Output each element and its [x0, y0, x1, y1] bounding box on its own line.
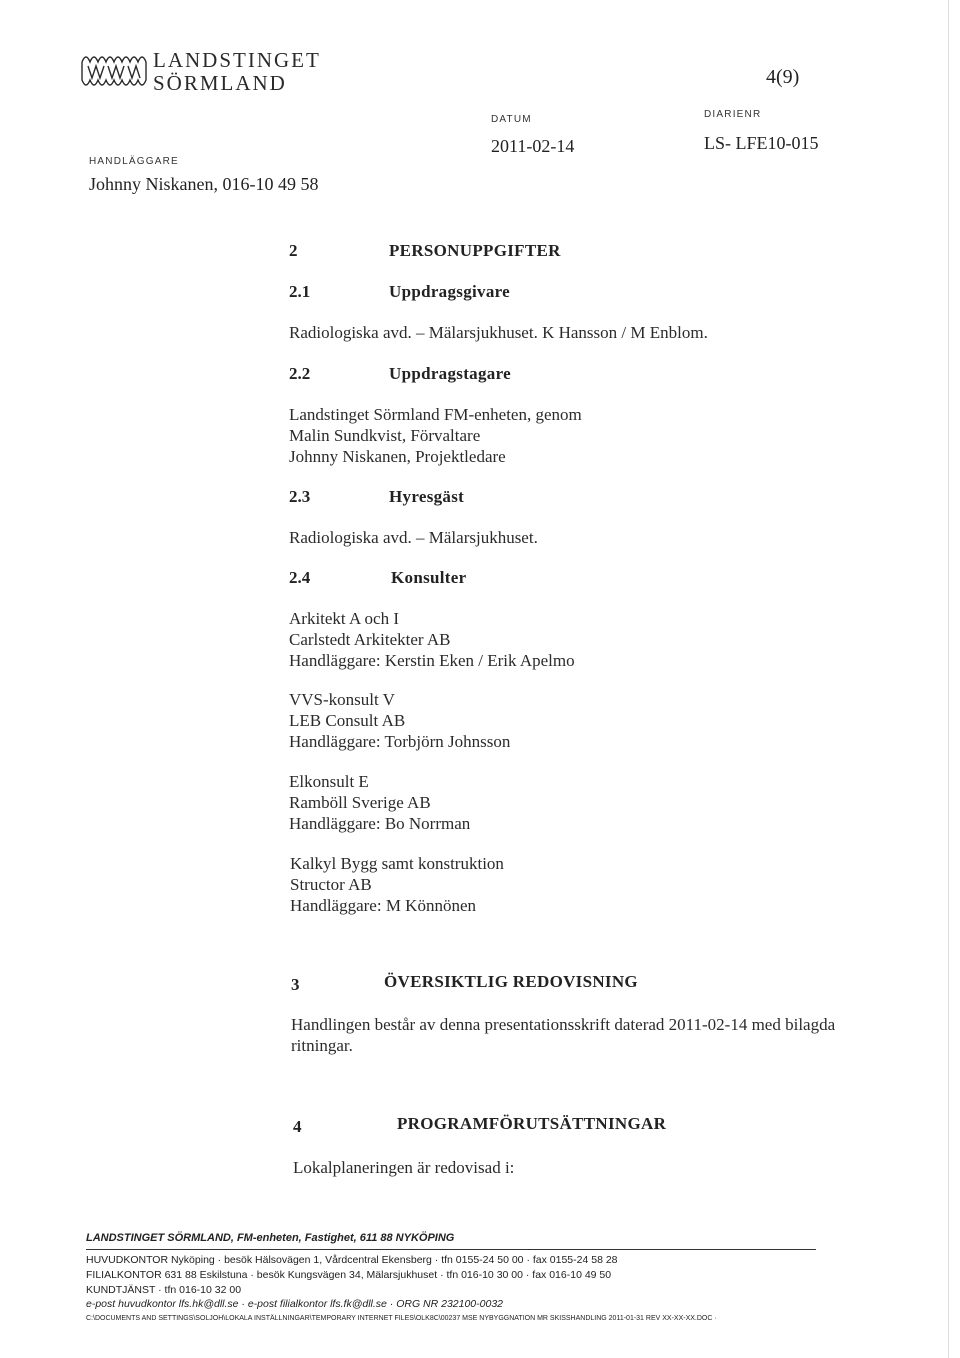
section-2-3-text: Radiologiska avd. – Mälarsjukhuset. [289, 528, 538, 547]
section-2-2-title: Uppdragstagare [389, 364, 511, 383]
section-2-3-title: Hyresgäst [389, 487, 465, 506]
diarienr-label: DIARIENR [704, 109, 762, 120]
consultant-line: Structor AB [290, 875, 372, 894]
section-4-title: PROGRAMFÖRUTSÄTTNINGAR [397, 1114, 667, 1133]
section-2-title: PERSONUPPGIFTER [389, 241, 561, 260]
consultant-line: Handläggare: Kerstin Eken / Erik Apelmo [289, 651, 575, 670]
page-number: 4(9) [766, 66, 800, 88]
consultant-line: Handläggare: Torbjörn Johnsson [289, 732, 511, 751]
handlaggare-value: Johnny Niskanen, 016-10 49 58 [89, 174, 319, 194]
consultant-line: VVS-konsult V [289, 690, 395, 709]
section-2-4-title: Konsulter [391, 568, 467, 587]
consultant-line: Handläggare: Bo Norrman [289, 814, 471, 833]
consultant-line: Carlstedt Arkitekter AB [289, 630, 451, 649]
section-2-1-text: Radiologiska avd. – Mälarsjukhuset. K Hansson / M Enblom. [289, 323, 708, 342]
datum-value: 2011-02-14 [491, 136, 575, 156]
section-2-3-number: 2.3 [289, 487, 311, 506]
section-2-2-line: Malin Sundkvist, Förvaltare [289, 426, 481, 445]
footer-title: LANDSTINGET SÖRMLAND, FM-enheten, Fastighet, 611 88 NYKÖPING [86, 1232, 455, 1244]
footer-line-4: e-post huvudkontor lfs.hk@dll.se · e-post filialkontor lfs.fk@dll.se · ORG NR 232100-0032 [86, 1298, 504, 1310]
consultant-line: Kalkyl Bygg samt konstruktion [290, 854, 504, 873]
consultant-group-electrical [289, 771, 470, 834]
section-2-2-line: Johnny Niskanen, Projektledare [289, 447, 506, 466]
org-name-line1: LANDSTINGET [153, 48, 321, 72]
section-4-number: 4 [293, 1117, 302, 1136]
consultant-group-vvs [289, 689, 510, 752]
consultant-group-architect [289, 608, 575, 671]
footer-file-path: C:\DOCUMENTS AND SETTINGS\SOLJOH\LOKALA INSTÄLLNINGAR\TEMPORARY INTERNET FILES\OLK8C\00237 MSE NYBYGGNATION MR SKISSHANDLING 2011-01-31 REV XX-XX-XX.DOC · [86, 1315, 717, 1322]
consultant-line: Elkonsult E [289, 772, 369, 791]
section-2-2-line: Landstinget Sörmland FM-enheten, genom [289, 405, 582, 424]
section-2-1-title: Uppdragsgivare [389, 282, 511, 301]
section-3-line: Handlingen består av denna presentationsskrift daterad 2011-02-14 med bilagda [291, 1015, 836, 1034]
landstinget-logo-icon [78, 48, 148, 92]
footer-line-1: HUVUDKONTOR Nyköping · besök Hälsovägen 1, Vårdcentral Ekensberg · tfn 0155-24 50 00 · fax 0155-24 58 28 [86, 1254, 618, 1266]
section-4-text: Lokalplaneringen är redovisad i: [293, 1158, 515, 1177]
section-2-number: 2 [289, 241, 298, 260]
section-2-2-number: 2.2 [289, 364, 311, 383]
footer-line-3: KUNDTJÄNST · tfn 016-10 32 00 [86, 1284, 242, 1296]
handlaggare-label: HANDLÄGGARE [89, 156, 179, 167]
section-2-1-number: 2.1 [289, 282, 311, 301]
footer-line-2: FILIALKONTOR 631 88 Eskilstuna · besök Kungsvägen 34, Mälarsjukhuset · tfn 016-10 30 00 · fax 016-10 49 50 [86, 1269, 612, 1281]
section-3-line: ritningar. [291, 1036, 353, 1055]
consultant-line: LEB Consult AB [289, 711, 406, 730]
section-2-4-number: 2.4 [289, 568, 311, 587]
section-3-number: 3 [291, 975, 300, 994]
scan-edge-divider [948, 0, 949, 1358]
consultant-group-calculation [290, 853, 504, 916]
section-3-title: ÖVERSIKTLIG REDOVISNING [384, 972, 638, 991]
section-3-text [291, 1014, 835, 1056]
datum-label: DATUM [491, 114, 532, 125]
footer-divider [86, 1249, 816, 1250]
section-2-2-text [289, 404, 582, 467]
org-name-line2: SÖRMLAND [153, 71, 287, 95]
consultant-line: Ramböll Sverige AB [289, 793, 431, 812]
diarienr-value: LS- LFE10-015 [704, 133, 819, 153]
consultant-line: Arkitekt A och I [289, 609, 400, 628]
consultant-line: Handläggare: M Könnönen [290, 896, 477, 915]
